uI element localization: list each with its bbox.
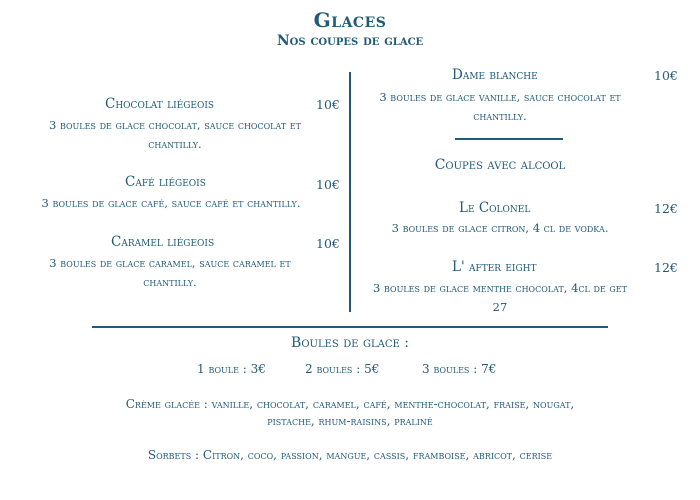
- menu-item-name: L' after eight: [452, 259, 537, 275]
- price-option: 3 boules : 7€: [422, 362, 497, 376]
- menu-item-description: chantilly.: [148, 137, 202, 151]
- price-option: 1 boule : 3€: [197, 362, 266, 376]
- menu-item-description: chantilly.: [143, 275, 197, 289]
- menu-item-price: 10€: [316, 97, 340, 112]
- flavors-list: pistache, rhum-raisins, praliné: [267, 414, 433, 428]
- menu-item-description: 3 boules de glace café, sauce café et chantilly.: [41, 196, 301, 210]
- section-divider: [455, 138, 563, 140]
- menu-item-description: 3 boules de glace chocolat, sauce chocolat et: [48, 118, 301, 132]
- menu-item-description: 3 boules de glace menthe chocolat, 4cl de get: [373, 281, 627, 295]
- menu-item-name: Chocolat liégeois: [105, 96, 215, 112]
- menu-item-price: 12€: [654, 260, 678, 275]
- menu-item-description: chantilly.: [473, 109, 527, 123]
- menu-item-price: 10€: [654, 68, 678, 83]
- section-divider: [92, 326, 608, 328]
- menu-item-description: 3 boules de glace vanille, sauce chocolat et: [379, 90, 621, 104]
- flavors-list: Crème glacée : vanille, chocolat, caramel, café, menthe-chocolat, fraise, nougat,: [125, 397, 575, 411]
- page-title: Glaces: [313, 8, 387, 32]
- section-heading: Boules de glace :: [291, 335, 409, 351]
- sorbets-list: Sorbets : Citron, coco, passion, mangue, cassis, framboise, abricot, cerise: [147, 448, 553, 462]
- menu-item-price: 10€: [316, 177, 340, 192]
- price-option: 2 boules : 5€: [305, 362, 380, 376]
- menu-item-price: 12€: [654, 201, 678, 216]
- menu-item-name: Caramel liégeois: [111, 234, 215, 250]
- menu-item-name: Le Colonel: [459, 200, 531, 216]
- page-subtitle: Nos coupes de glace: [276, 33, 424, 49]
- menu-item-name: Dame blanche: [452, 67, 538, 83]
- menu-item-description: 27: [492, 300, 508, 314]
- menu-item-description: 3 boules de glace citron, 4 cl de vodka.: [391, 221, 609, 235]
- menu-item-price: 10€: [316, 236, 340, 251]
- menu-item-description: 3 boules de glace caramel, sauce caramel et: [49, 256, 291, 270]
- menu-item-name: Café liégeois: [125, 174, 206, 190]
- section-heading: Coupes avec alcool: [434, 157, 566, 173]
